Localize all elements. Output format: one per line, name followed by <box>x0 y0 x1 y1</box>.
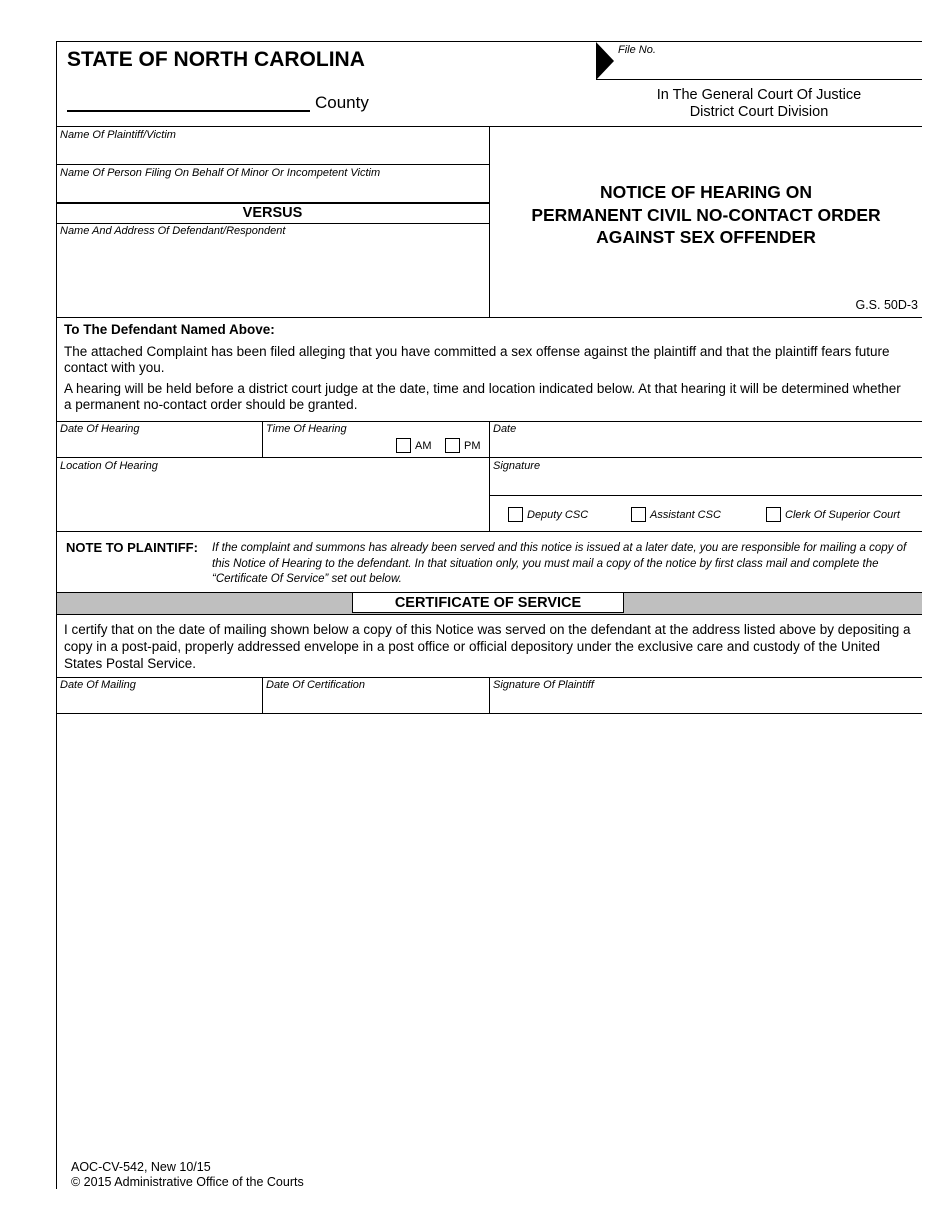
hearing-time-field[interactable] <box>266 437 391 456</box>
location-field[interactable] <box>60 474 485 528</box>
sign-date-field[interactable] <box>493 437 918 456</box>
certification-date-label: Date Of Certification <box>266 679 366 691</box>
am-option[interactable] <box>396 438 432 453</box>
file-no-arrow-icon <box>596 42 616 82</box>
pm-checkbox[interactable] <box>445 438 460 453</box>
divider <box>56 531 922 532</box>
form-number: AOC-CV-542, New 10/15 <box>71 1160 211 1174</box>
hearing-date-field[interactable] <box>60 437 258 456</box>
signature-field[interactable] <box>493 474 918 494</box>
sign-date-label: Date <box>493 423 517 435</box>
signature-label: Signature <box>493 460 541 472</box>
defendant-address-field[interactable] <box>60 240 485 314</box>
divider <box>262 421 263 458</box>
divider <box>56 164 489 165</box>
divider <box>489 421 490 531</box>
mailing-date-label: Date Of Mailing <box>60 679 136 691</box>
assistant-csc-option[interactable] <box>631 507 721 522</box>
county-input-line[interactable] <box>67 110 310 112</box>
form-title-line-1: NOTICE OF HEARING ON <box>600 182 812 202</box>
county-label: County <box>315 93 369 112</box>
certificate-heading: CERTIFICATE OF SERVICE <box>352 592 624 613</box>
assistant-csc-checkbox[interactable] <box>631 507 646 522</box>
plaintiff-label: Name Of Plaintiff/Victim <box>60 129 176 141</box>
defendant-label: Name And Address Of Defendant/Respondent <box>60 225 286 237</box>
statute-reference: G.S. 50D-3 <box>855 298 918 312</box>
file-no-underline <box>596 79 922 80</box>
certificate-text: I certify that on the date of mailing shown below a copy of this Notice was served on the defendant at the address listed above by depositing a copy in a post-paid, properly addressed envelope in a post office or official depository under the exclusive care and custody of the United States Postal Service. <box>64 622 911 671</box>
deputy-csc-label: Deputy CSC <box>527 508 589 521</box>
top-border <box>56 41 922 42</box>
divider <box>262 677 263 713</box>
file-no-label: File No. <box>618 44 656 56</box>
file-no-field[interactable] <box>618 56 918 78</box>
notice-paragraph-2: A hearing will be held before a district court judge at the date, time and location indicated below. At that hearing it will be determined whether a permanent no-contact order should be granted. <box>64 381 901 412</box>
deputy-csc-checkbox[interactable] <box>508 507 523 522</box>
notice-paragraph-1: The attached Complaint has been filed alleging that you have committed a sex offense against the plaintiff and that the plaintiff fears future contact with you. <box>64 344 890 375</box>
deputy-csc-option[interactable] <box>508 507 588 522</box>
form-title-line-2: PERMANENT CIVIL NO-CONTACT ORDER <box>531 204 881 225</box>
clerk-superior-label: Clerk Of Superior Court <box>785 508 900 521</box>
location-label: Location Of Hearing <box>60 460 158 472</box>
copyright: © 2015 Administrative Office of the Courts <box>71 1175 304 1189</box>
filer-label: Name Of Person Filing On Behalf Of Minor Or Incompetent Victim <box>60 167 381 179</box>
pm-label: PM <box>464 439 481 452</box>
assistant-csc-label: Assistant CSC <box>650 508 721 521</box>
divider <box>56 317 922 318</box>
versus-label: VERSUS <box>242 205 303 221</box>
clerk-superior-checkbox[interactable] <box>766 507 781 522</box>
clerk-superior-option[interactable] <box>766 507 900 522</box>
hearing-date-label: Date Of Hearing <box>60 423 140 435</box>
filer-name-field[interactable] <box>60 181 485 201</box>
divider <box>56 713 922 714</box>
divider <box>56 223 489 224</box>
form-title-line-3: AGAINST SEX OFFENDER <box>596 227 816 247</box>
divider <box>56 457 922 458</box>
form-title <box>490 181 922 249</box>
divider <box>489 677 490 713</box>
certification-date-field[interactable] <box>266 693 485 711</box>
court-line-2: District Court Division <box>689 104 829 120</box>
note-label: NOTE TO PLAINTIFF: <box>66 540 198 555</box>
am-label: AM <box>415 439 432 452</box>
plaintiff-signature-label: Signature Of Plaintiff <box>493 679 594 691</box>
court-line-1: In The General Court Of Justice <box>656 87 862 103</box>
state-title: STATE OF NORTH CAROLINA <box>67 48 365 71</box>
note-text: If the complaint and summons has already been served and this notice is issued at a later date, you are responsible for mailing a copy of this Notice of Hearing to the defendant. In that situation only, you must mail a copy of the notice by first class mail and complete the “Certificate Of Service” set out below. <box>212 542 907 585</box>
notice-heading: To The Defendant Named Above: <box>64 322 275 337</box>
signature-line <box>489 495 922 496</box>
am-checkbox[interactable] <box>396 438 411 453</box>
hearing-time-label: Time Of Hearing <box>266 423 347 435</box>
divider <box>56 202 489 204</box>
plaintiff-signature-field[interactable] <box>493 693 918 711</box>
pm-option[interactable] <box>445 438 481 453</box>
plaintiff-name-field[interactable] <box>60 143 485 163</box>
mailing-date-field[interactable] <box>60 693 258 711</box>
